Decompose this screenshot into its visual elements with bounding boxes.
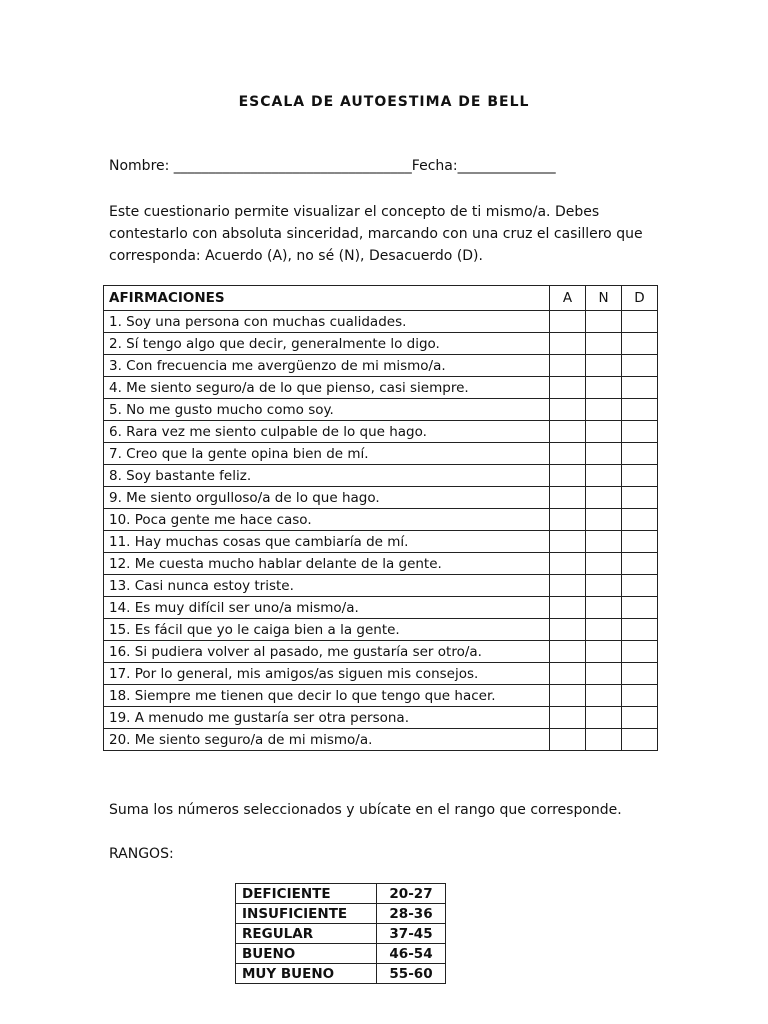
instructions-text: Este cuestionario permite visualizar el concepto de ti mismo/a. Debes contestarlo con absoluta sinceridad, marcando con una cruz el casillero que corresponda: Acuerdo (A), no sé (N), Desacuerdo (D). xyxy=(109,204,643,264)
statement-text: 13. Casi nunca estoy triste. xyxy=(104,575,550,597)
answer-cell-a[interactable] xyxy=(550,377,586,399)
statement-text: 18. Siempre me tienen que decir lo que tengo que hacer. xyxy=(104,685,550,707)
table-row xyxy=(104,685,658,707)
answer-cell-n[interactable] xyxy=(586,333,622,355)
sum-instruction: Suma los números seleccionados y ubícate en el rango que corresponde. xyxy=(109,802,622,818)
answer-cell-a[interactable] xyxy=(550,575,586,597)
answer-cell-a[interactable] xyxy=(550,531,586,553)
answer-cell-a[interactable] xyxy=(550,641,586,663)
answer-cell-d[interactable] xyxy=(622,531,658,553)
table-row xyxy=(104,575,658,597)
header-option-a: A xyxy=(550,286,586,311)
answer-cell-a[interactable] xyxy=(550,707,586,729)
table-row xyxy=(104,443,658,465)
statement-text: 9. Me siento orgulloso/a de lo que hago. xyxy=(104,487,550,509)
answer-cell-d[interactable] xyxy=(622,421,658,443)
statements-table xyxy=(103,285,658,751)
table-row xyxy=(104,465,658,487)
answer-cell-d[interactable] xyxy=(622,575,658,597)
answer-cell-n[interactable] xyxy=(586,729,622,751)
table-row xyxy=(104,399,658,421)
range-value: 46-54 xyxy=(377,944,446,964)
answer-cell-a[interactable] xyxy=(550,729,586,751)
answer-cell-a[interactable] xyxy=(550,443,586,465)
table-row xyxy=(104,663,658,685)
answer-cell-d[interactable] xyxy=(622,729,658,751)
answer-cell-n[interactable] xyxy=(586,421,622,443)
answer-cell-n[interactable] xyxy=(586,575,622,597)
answer-cell-n[interactable] xyxy=(586,465,622,487)
table-header-row xyxy=(104,286,658,311)
answer-cell-n[interactable] xyxy=(586,443,622,465)
answer-cell-n[interactable] xyxy=(586,377,622,399)
date-label: Fecha: xyxy=(411,158,458,174)
table-row xyxy=(104,729,658,751)
statement-text: 19. A menudo me gustaría ser otra persona. xyxy=(104,707,550,729)
range-label: MUY BUENO xyxy=(236,964,377,984)
answer-cell-n[interactable] xyxy=(586,619,622,641)
header-afirmaciones: AFIRMACIONES xyxy=(104,286,550,311)
answer-cell-d[interactable] xyxy=(622,685,658,707)
answer-cell-d[interactable] xyxy=(622,597,658,619)
answer-cell-n[interactable] xyxy=(586,531,622,553)
answer-cell-a[interactable] xyxy=(550,311,586,333)
table-row xyxy=(104,531,658,553)
answer-cell-n[interactable] xyxy=(586,641,622,663)
answer-cell-n[interactable] xyxy=(586,597,622,619)
range-row xyxy=(236,924,446,944)
answer-cell-n[interactable] xyxy=(586,663,622,685)
answer-cell-d[interactable] xyxy=(622,465,658,487)
statement-text: 4. Me siento seguro/a de lo que pienso, casi siempre. xyxy=(104,377,550,399)
statement-text: 8. Soy bastante feliz. xyxy=(104,465,550,487)
table-row xyxy=(104,641,658,663)
answer-cell-d[interactable] xyxy=(622,333,658,355)
answer-cell-d[interactable] xyxy=(622,641,658,663)
answer-cell-a[interactable] xyxy=(550,685,586,707)
statement-text: 12. Me cuesta mucho hablar delante de la gente. xyxy=(104,553,550,575)
range-label: INSUFICIENTE xyxy=(236,904,377,924)
name-field[interactable]: __________________________________ xyxy=(173,158,412,174)
answer-cell-a[interactable] xyxy=(550,355,586,377)
table-row xyxy=(104,553,658,575)
range-label: DEFICIENTE xyxy=(236,884,377,904)
date-field[interactable]: ______________ xyxy=(457,158,556,174)
answer-cell-n[interactable] xyxy=(586,685,622,707)
range-value: 55-60 xyxy=(377,964,446,984)
range-value: 37-45 xyxy=(377,924,446,944)
statement-text: 7. Creo que la gente opina bien de mí. xyxy=(104,443,550,465)
table-row xyxy=(104,333,658,355)
table-row xyxy=(104,619,658,641)
answer-cell-n[interactable] xyxy=(586,509,622,531)
header-fields xyxy=(109,158,556,174)
answer-cell-d[interactable] xyxy=(622,553,658,575)
statement-text: 17. Por lo general, mis amigos/as siguen mis consejos. xyxy=(104,663,550,685)
ranges-table xyxy=(235,883,446,984)
answer-cell-n[interactable] xyxy=(586,553,622,575)
answer-cell-n[interactable] xyxy=(586,487,622,509)
statement-text: 20. Me siento seguro/a de mi mismo/a. xyxy=(104,729,550,751)
answer-cell-d[interactable] xyxy=(622,399,658,421)
answer-cell-n[interactable] xyxy=(586,311,622,333)
statement-text: 10. Poca gente me hace caso. xyxy=(104,509,550,531)
answer-cell-d[interactable] xyxy=(622,663,658,685)
range-label: REGULAR xyxy=(236,924,377,944)
rangos-label: RANGOS: xyxy=(109,846,174,862)
statement-text: 14. Es muy difícil ser uno/a mismo/a. xyxy=(104,597,550,619)
range-value: 28-36 xyxy=(377,904,446,924)
name-label: Nombre: xyxy=(109,158,170,174)
answer-cell-d[interactable] xyxy=(622,355,658,377)
answer-cell-a[interactable] xyxy=(550,421,586,443)
range-row xyxy=(236,884,446,904)
answer-cell-d[interactable] xyxy=(622,311,658,333)
header-option-n: N xyxy=(586,286,622,311)
statement-text: 5. No me gusto mucho como soy. xyxy=(104,399,550,421)
answer-cell-a[interactable] xyxy=(550,663,586,685)
answer-cell-a[interactable] xyxy=(550,509,586,531)
header-option-d: D xyxy=(622,286,658,311)
range-value: 20-27 xyxy=(377,884,446,904)
answer-cell-n[interactable] xyxy=(586,707,622,729)
range-row xyxy=(236,964,446,984)
answer-cell-n[interactable] xyxy=(586,355,622,377)
answer-cell-d[interactable] xyxy=(622,377,658,399)
table-row xyxy=(104,355,658,377)
answer-cell-d[interactable] xyxy=(622,487,658,509)
answer-cell-a[interactable] xyxy=(550,619,586,641)
statement-text: 6. Rara vez me siento culpable de lo que hago. xyxy=(104,421,550,443)
answer-cell-d[interactable] xyxy=(622,707,658,729)
page-title: ESCALA DE AUTOESTIMA DE BELL xyxy=(238,94,530,110)
answer-cell-d[interactable] xyxy=(622,619,658,641)
table-row xyxy=(104,377,658,399)
statement-text: 3. Con frecuencia me avergüenzo de mi mismo/a. xyxy=(104,355,550,377)
table-row xyxy=(104,421,658,443)
answer-cell-a[interactable] xyxy=(550,597,586,619)
range-row xyxy=(236,904,446,924)
table-row xyxy=(104,597,658,619)
answer-cell-a[interactable] xyxy=(550,399,586,421)
range-label: BUENO xyxy=(236,944,377,964)
statement-text: 15. Es fácil que yo le caiga bien a la gente. xyxy=(104,619,550,641)
answer-cell-d[interactable] xyxy=(622,443,658,465)
answer-cell-a[interactable] xyxy=(550,487,586,509)
table-row xyxy=(104,487,658,509)
table-row xyxy=(104,707,658,729)
statement-text: 1. Soy una persona con muchas cualidades. xyxy=(104,311,550,333)
table-row xyxy=(104,311,658,333)
table-row xyxy=(104,509,658,531)
answer-cell-n[interactable] xyxy=(586,399,622,421)
range-row xyxy=(236,944,446,964)
answer-cell-d[interactable] xyxy=(622,509,658,531)
answer-cell-a[interactable] xyxy=(550,553,586,575)
answer-cell-a[interactable] xyxy=(550,465,586,487)
answer-cell-a[interactable] xyxy=(550,333,586,355)
statement-text: 2. Sí tengo algo que decir, generalmente lo digo. xyxy=(104,333,550,355)
statement-text: 16. Si pudiera volver al pasado, me gustaría ser otro/a. xyxy=(104,641,550,663)
statement-text: 11. Hay muchas cosas que cambiaría de mí. xyxy=(104,531,550,553)
